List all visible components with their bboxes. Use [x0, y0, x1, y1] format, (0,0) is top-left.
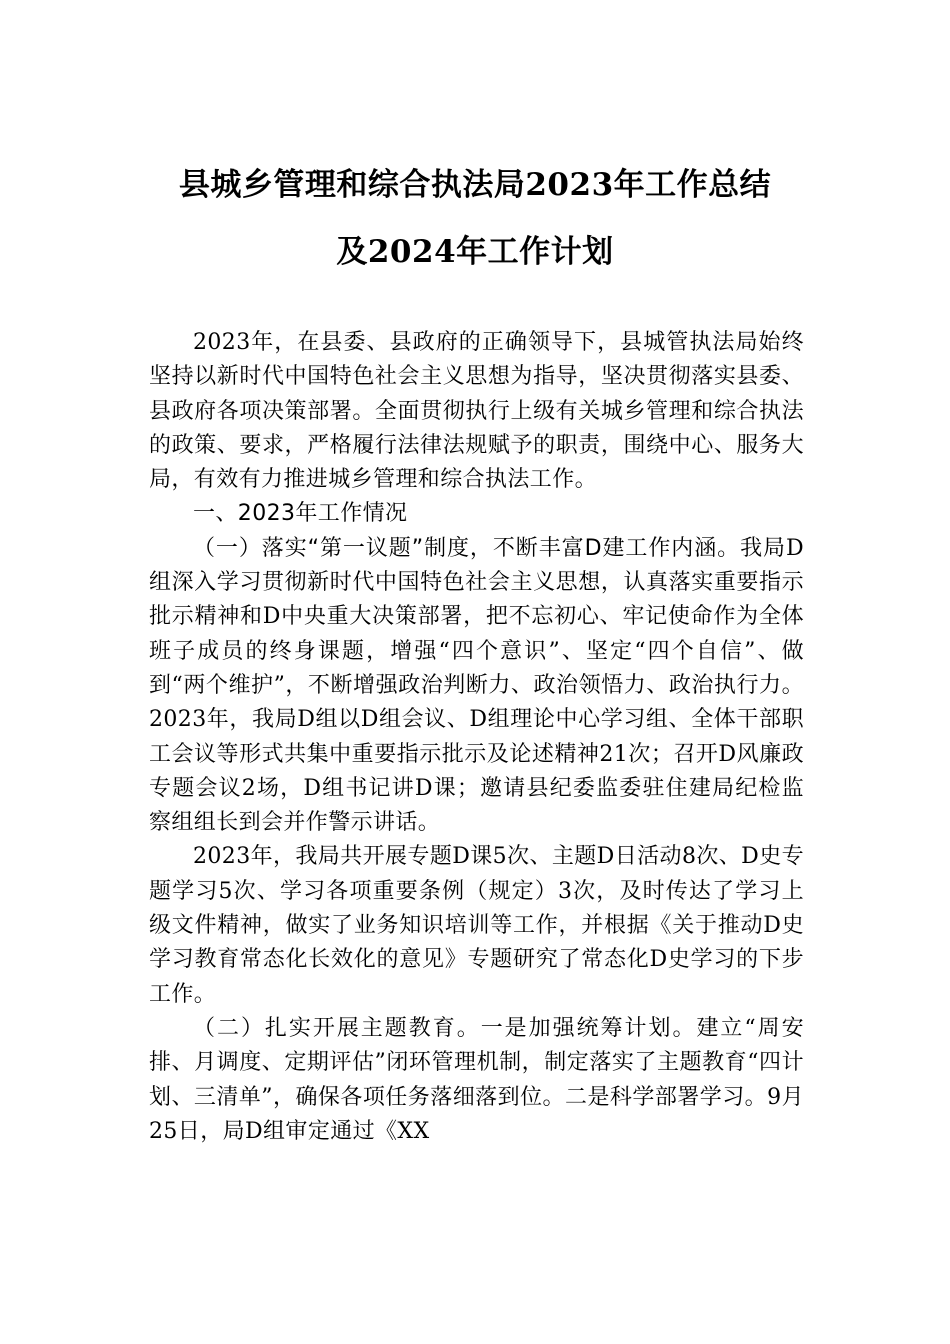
subsection-2-heading: （二）扎实开展主题教育。 — [193, 1015, 481, 1041]
paragraph-party-lessons: 2023年，我局共开展专题D课5次、主题D日活动8次、D史专题学习5次、学习各项重要条例（规定）3次，及时传达了学习上级文件精神，做实了业务知识培训等工作，并根据《关于推动D史学习教育常态化长效化的意见》专题研究了常态化D史学习的下步工作。 — [149, 844, 804, 1007]
document-body — [149, 326, 804, 1149]
subsection-1-text: 我局D组深入学习贯彻新时代中国特色社会主义思想，认真落实重要指示批示精神和D中央重大决策部署，把不忘初心、牢记使命作为全体班子成员的终身课题，增强“四个意识”、坚定“四个自信”、做到“两个维护”，不断增强政治判断力、政治领悟力、政治执行力。2023年，我局D组以D组会议、D组理论中心学习组、全体干部职工会议等形式共集中重要指示批示及论述精神21次；召开D风廉政专题会议2场，D组书记讲D课；邀请县纪委监委驻住建局纪检监察组组长到会并作警示讲话。 — [149, 535, 804, 836]
document-title-line-1: 县城乡管理和综合执法局2023年工作总结 — [178, 167, 772, 203]
subsection-1-heading: （一）落实“第一议题”制度，不断丰富D建工作内涵。 — [193, 535, 741, 561]
subsection-2-text: 一是加强统筹计划。建立“周安排、月调度、定期评估”闭环管理机制，制定落实了主题教育“四计划、三清单”，确保各项任务落细落到位。二是科学部署学习。9月25日，局D组审定通过《XX — [149, 1015, 804, 1144]
subsection-2-paragraph — [149, 1012, 804, 1149]
document-title-line-2: 及2024年工作计划 — [336, 234, 614, 270]
section-heading-1: 一、2023年工作情况 — [193, 501, 408, 527]
subsection-1-paragraph — [149, 532, 804, 841]
intro-paragraph: 2023年，在县委、县政府的正确领导下，县城管执法局始终坚持以新时代中国特色社会主义思想为指导，坚决贯彻落实县委、县政府各项决策部署。全面贯彻执行上级有关城乡管理和综合执法的政策、要求，严格履行法律法规赋予的职责，围绕中心、服务大局，有效有力推进城乡管理和综合执法工作。 — [149, 330, 804, 493]
